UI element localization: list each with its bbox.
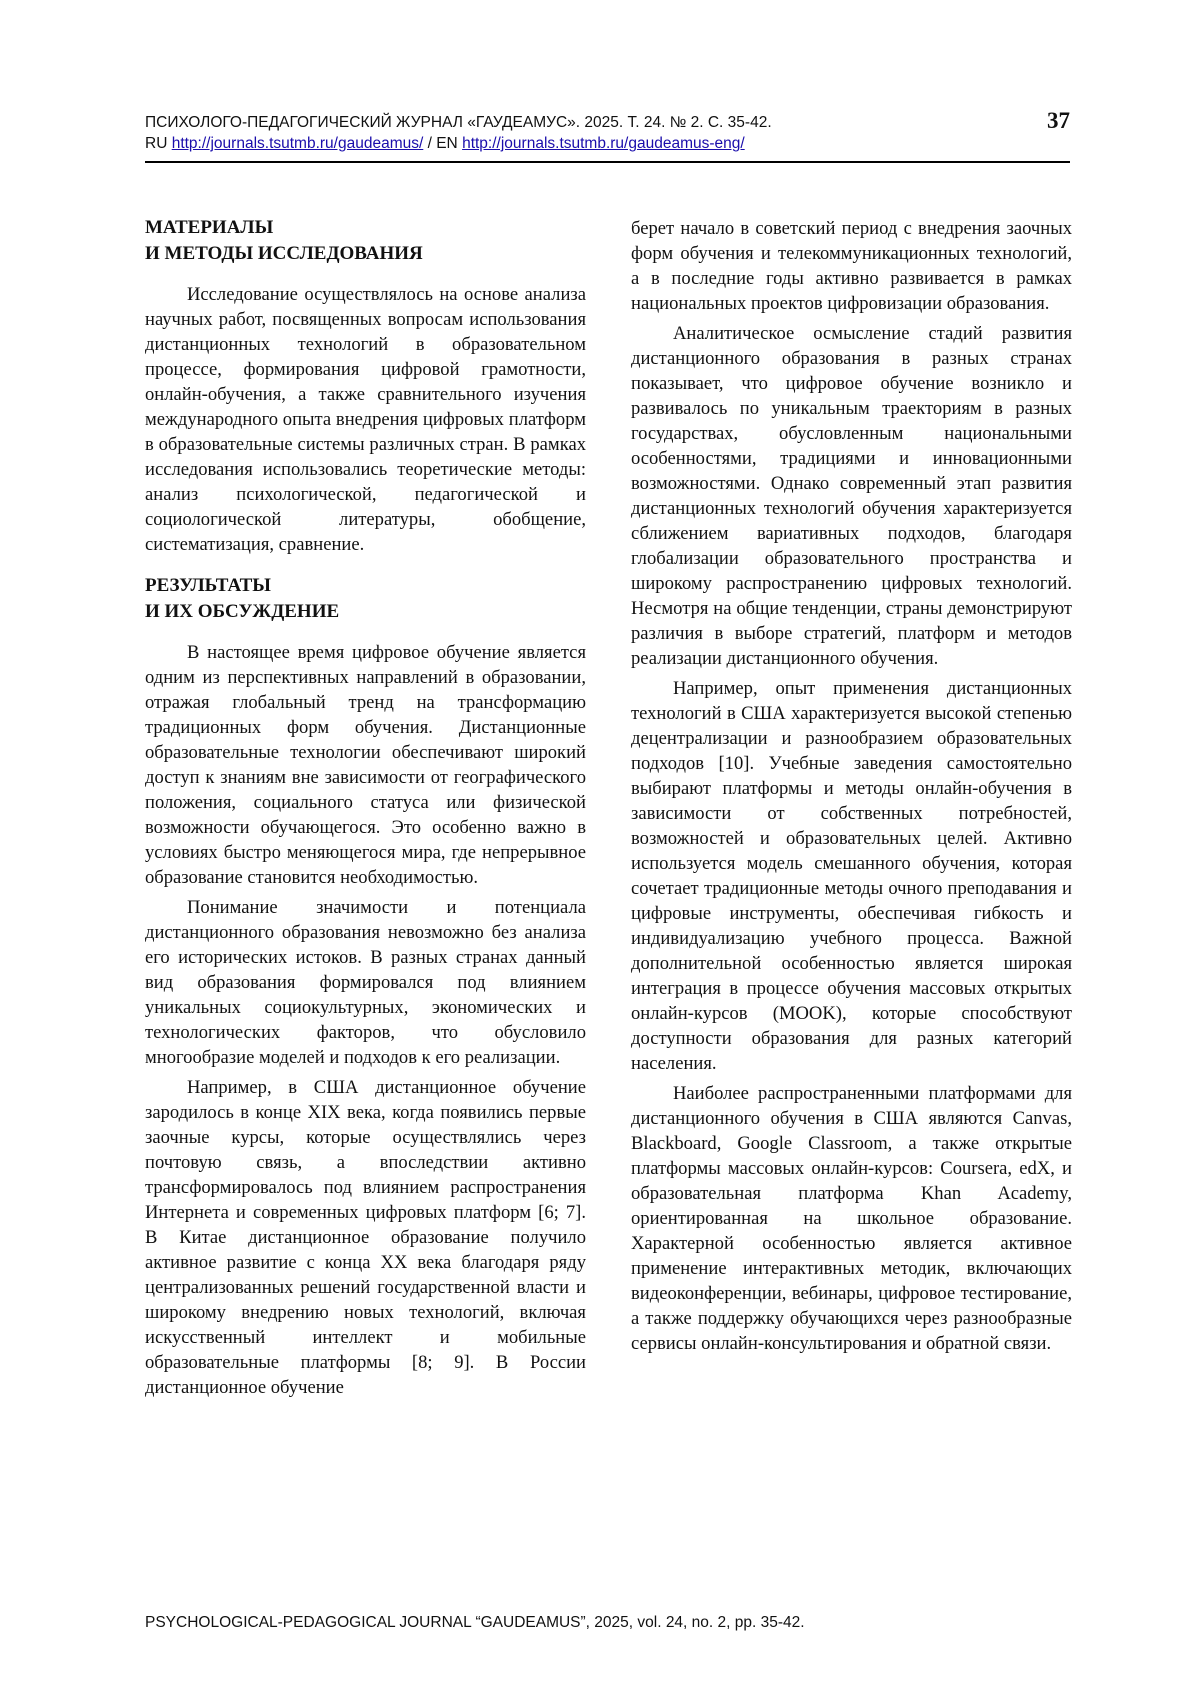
journal-title: ПСИХОЛОГО-ПЕДАГОГИЧЕСКИЙ ЖУРНАЛ «ГАУДЕАМУС». 2025. Т. 24. № 2. С. 35-42. (145, 114, 772, 131)
running-header (145, 112, 1070, 154)
paragraph: Аналитическое осмысление стадий развития дистанционного образования в разных странах показывает, что цифровое обучение возникло и развивалось по уникальным траекториям в разных государствах, обусловленным национальными особенностями, традициями и инновационными возможностями. Однако современный этап развития дистанционных технологий обучения характеризуется сближением вариативных подходов, благодаря глобализации образовательного пространства и широкому распространению цифровых технологий. Несмотря на общие тенденции, страны демонстрируют различия в выборе стратегий, платформ и методов реализации дистанционного обучения. (631, 323, 1072, 669)
page-number: 37 (1047, 108, 1070, 133)
paragraph: Понимание значимости и потенциала дистанционного образования невозможно без анализа его исторических истоков. В разных странах данный вид образования формировался под влиянием уникальных социокультурных, экономических и технологических факторов, что обусловило многообразие моделей и подходов к его реализации. (145, 897, 586, 1068)
journal-links (145, 133, 1070, 154)
section-heading-methods (145, 215, 586, 267)
heading-line: РЕЗУЛЬТАТЫ (145, 575, 271, 596)
paragraph: В настоящее время цифровое обучение является одним из перспективных направлений в образовании, отражая глобальный тренд на трансформацию традиционных форм обучения. Дистанционные образовательные технологии обеспечивают широкий доступ к знаниям вне зависимости от географического положения, социального статуса или физической возможности обучающегося. Это особенно важно в условиях быстро меняющегося мира, где непрерывное образование становится необходимостью. (145, 642, 586, 888)
paragraph: Например, опыт применения дистанционных технологий в США характеризуется высокой степенью децентрализации и разнообразием образовательных подходов [10]. Учебные заведения самостоятельно выбирают платформы и методы онлайн-обучения в зависимости от собственных потребностей, возможностей и образовательных целей. Активно используется модель смешанного обучения, которая сочетает традиционные методы очного преподавания и цифровые инструменты, обеспечивая гибкость и индивидуализацию учебного процесса. Важной дополнительной особенностью является широкая интеграция в процессе обучения массовых открытых онлайн-курсов (MOOK), которые способствуют доступности образования для разных категорий населения. (631, 678, 1072, 1074)
heading-line: МАТЕРИАЛЫ (145, 217, 274, 238)
section-heading-results (145, 573, 586, 625)
link-separator: / EN (427, 135, 458, 152)
en-journal-link[interactable]: http://journals.tsutmb.ru/gaudeamus-eng/ (462, 135, 745, 152)
paragraph-continued: берет начало в советский период с внедрения заочных форм обучения и телекоммуникационных технологий, а в последние годы активно развивается в рамках национальных проектов цифровизации образования. (631, 218, 1072, 314)
paragraph: Наиболее распространенными платформами для дистанционного обучения в США являются Canvas, Blackboard, Google Classroom, а также открытые платформы массовых онлайн-курсов: Coursera, edX, и образовательная платформа Khan Academy, ориентированная на школьное образование. Характерной особенностью является активное применение интерактивных методик, включающих видеоконференции, вебинары, цифровое тестирование, а также поддержку обучающихся через разнообразные сервисы онлайн-консультирования и обратной связи. (631, 1083, 1072, 1354)
paragraph: Например, в США дистанционное обучение зародилось в конце XIX века, когда появились первые заочные курсы, которые осуществлялись через почтовую связь, а впоследствии активно трансформировалось под влиянием распространения Интернета и современных цифровых платформ [6; 7]. В Китае дистанционное образование получило активное развитие с конца XX века благодаря ряду централизованных решений государственной власти и широкому внедрению новых технологий, включая искусственный интеллект и мобильные образовательные платформы [8; 9]. В России дистанционное обучение (145, 1077, 586, 1398)
ru-label: RU (145, 135, 168, 152)
heading-line: И ИХ ОБСУЖДЕНИЕ (145, 601, 340, 622)
running-footer: PSYCHOLOGICAL-PEDAGOGICAL JOURNAL “GAUDEAMUS”, 2025, vol. 24, no. 2, pp. 35-42. (145, 1614, 805, 1631)
ru-journal-link[interactable]: http://journals.tsutmb.ru/gaudeamus/ (171, 135, 424, 152)
heading-line: И МЕТОДЫ ИССЛЕДОВАНИЯ (145, 243, 423, 264)
header-divider (145, 161, 1070, 163)
left-column (145, 215, 586, 1405)
right-column (631, 216, 1072, 1361)
paragraph-methods: Исследование осуществлялось на основе анализа научных работ, посвященных вопросам использования дистанционных технологий в образовательном процессе, формирования цифровой грамотности, онлайн-обучения, а также сравнительного изучения международного опыта внедрения цифровых платформ в образовательные системы различных стран. В рамках исследования использовались теоретические методы: анализ психологической, педагогической и социологической литературы, обобщение, систематизация, сравнение. (145, 284, 586, 555)
